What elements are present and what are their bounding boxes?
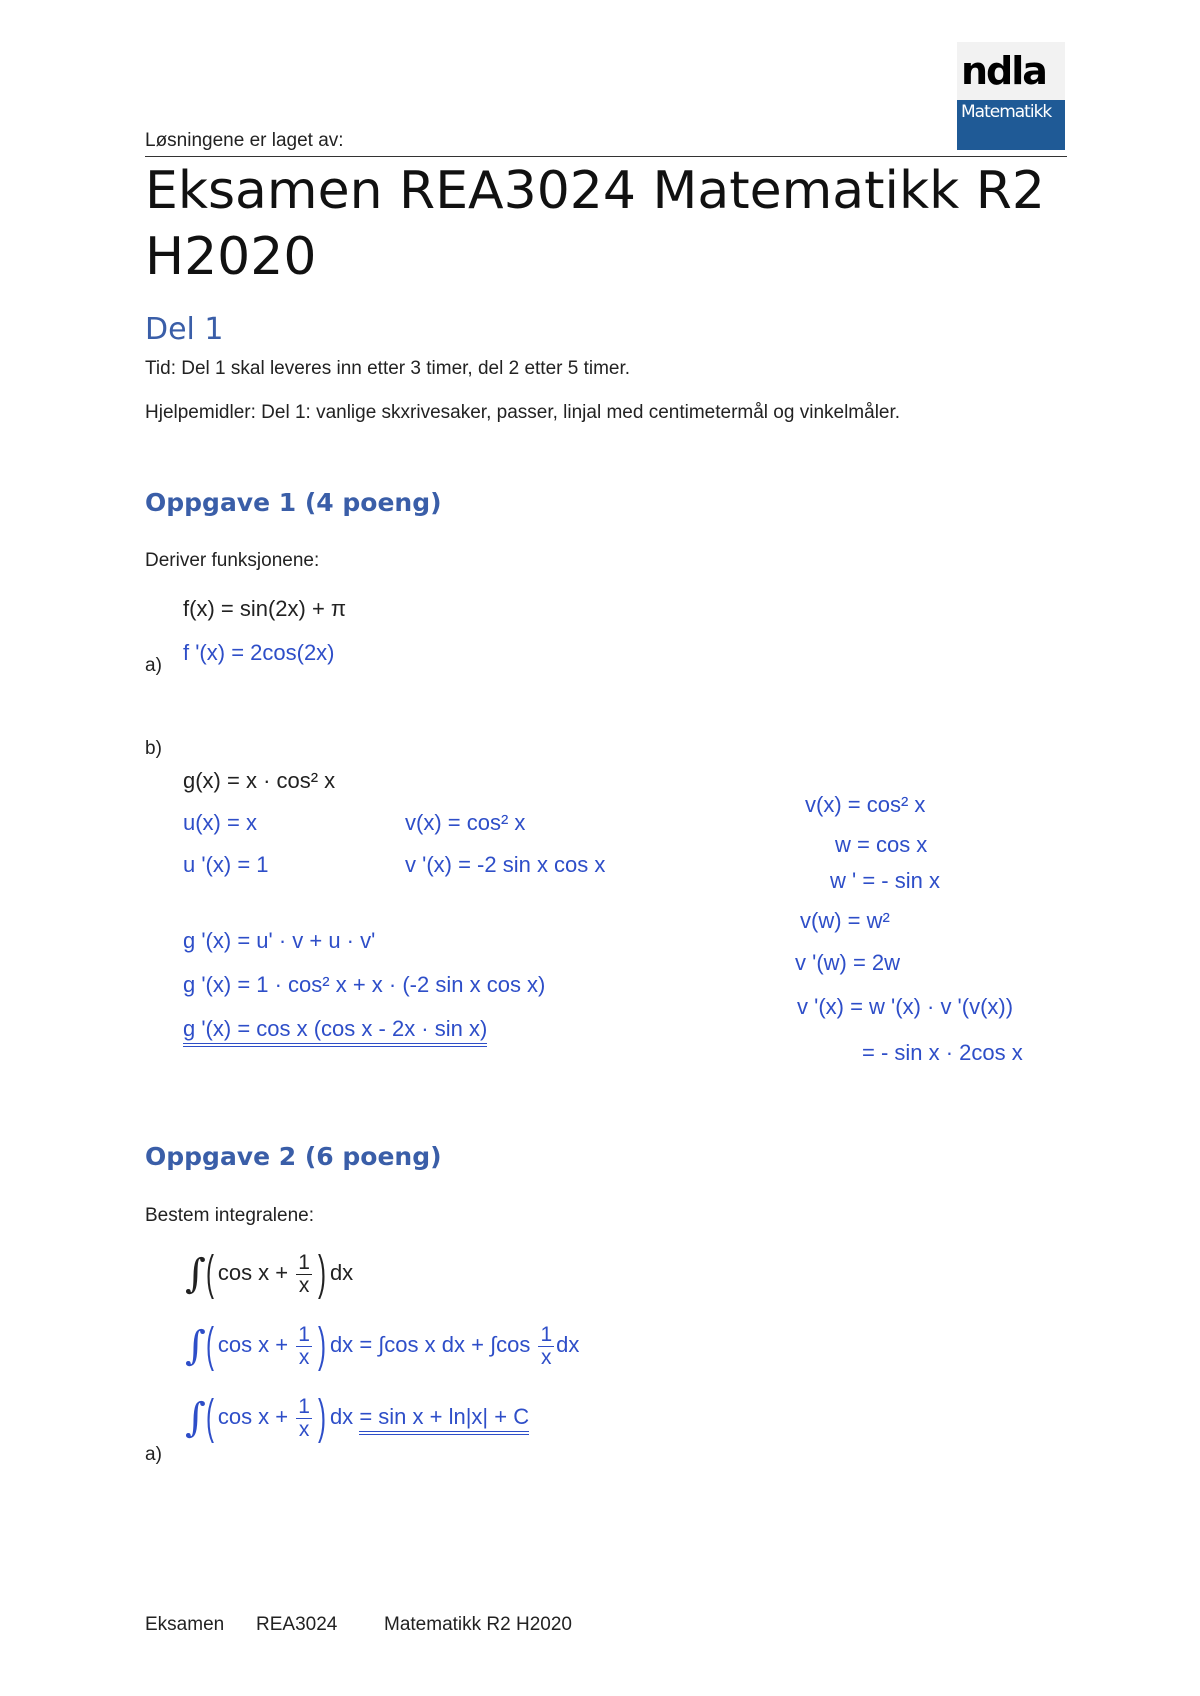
section-heading: Del 1 xyxy=(145,312,224,347)
oppg1b-result-row xyxy=(183,1016,487,1042)
aids-text: Hjelpemidler: Del 1: vanlige skxrivesaker, passer, linjal med centimetermål og vinkelmåler. xyxy=(145,402,901,423)
oppg1b-given: g(x) = x · cos² x xyxy=(183,768,336,793)
oppg1a-given: f(x) = sin(2x) + π xyxy=(183,596,347,621)
oppg1b-result: g '(x) = cos x (cos x - 2x · sin x) xyxy=(183,1016,487,1047)
oppg1b-du: u '(x) = 1 xyxy=(183,852,269,877)
oppg1b-u: u(x) = x xyxy=(183,810,257,835)
oppgave2-intro: Bestem integralene: xyxy=(145,1205,314,1226)
oppg1b-v: v(x) = cos² x xyxy=(405,810,526,835)
logo-brand: ndla xyxy=(961,49,1046,93)
oppg1b-label: b) xyxy=(145,738,162,759)
side-line-4: v(w) = w² xyxy=(800,908,890,933)
side-line-2: w = cos x xyxy=(835,832,928,857)
oppgave1-intro: Deriver funksjonene: xyxy=(145,550,320,571)
oppgave1-heading: Oppgave 1 (4 poeng) xyxy=(145,488,442,517)
oppg2a-integral-result: ∫( cos x + $\frac{1}{x}$ ) dx = sin x + ln|x| + C xyxy=(185,1391,530,1444)
side-line-1: v(x) = cos² x xyxy=(805,792,926,817)
ndla-logo xyxy=(957,42,1065,150)
side-line-3: w ' = - sin x xyxy=(830,868,940,893)
oppg2a-label: a) xyxy=(145,1444,162,1465)
side-line-7: = - sin x · 2cos x xyxy=(862,1040,1023,1065)
oppg1b-step: g '(x) = 1 · cos² x + x · (-2 sin x cos x) xyxy=(183,972,546,997)
oppg1b-dv: v '(x) = -2 sin x cos x xyxy=(405,852,606,877)
footer-course: Matematikk R2 H2020 xyxy=(384,1614,572,1635)
footer-code: REA3024 xyxy=(256,1614,338,1635)
oppg2a-integral-split: ∫( cos x + $\frac{1}{x}$ ) dx = ∫cos x dx + ∫cos $\frac{1}{x}$ dx xyxy=(185,1319,580,1372)
side-line-6: v '(x) = w '(x) · v '(v(x)) xyxy=(797,994,1014,1019)
oppg2a-result: = sin x + ln|x| + C xyxy=(359,1404,529,1435)
footer-exam: Eksamen xyxy=(145,1614,225,1635)
logo-subtitle: Matematikk xyxy=(961,102,1052,122)
oppg1a-answer: f '(x) = 2cos(2x) xyxy=(183,640,335,665)
oppg2a-integral-given: ∫( cos x + $\frac{1}{x}$ ) dx xyxy=(185,1247,354,1300)
oppgave2-heading: Oppgave 2 (6 poeng) xyxy=(145,1142,442,1171)
side-line-5: v '(w) = 2w xyxy=(795,950,901,975)
time-text: Tid: Del 1 skal leveres inn etter 3 timer, del 2 etter 5 timer. xyxy=(145,358,631,379)
oppg1b-rule: g '(x) = u' · v + u · v' xyxy=(183,928,376,953)
oppg1a-label: a) xyxy=(145,655,162,676)
author-label: Løsningene er laget av: xyxy=(145,130,344,151)
page-title: Eksamen REA3024 Matematikk R2 H2020 xyxy=(145,161,1045,287)
header-rule xyxy=(145,156,1067,157)
